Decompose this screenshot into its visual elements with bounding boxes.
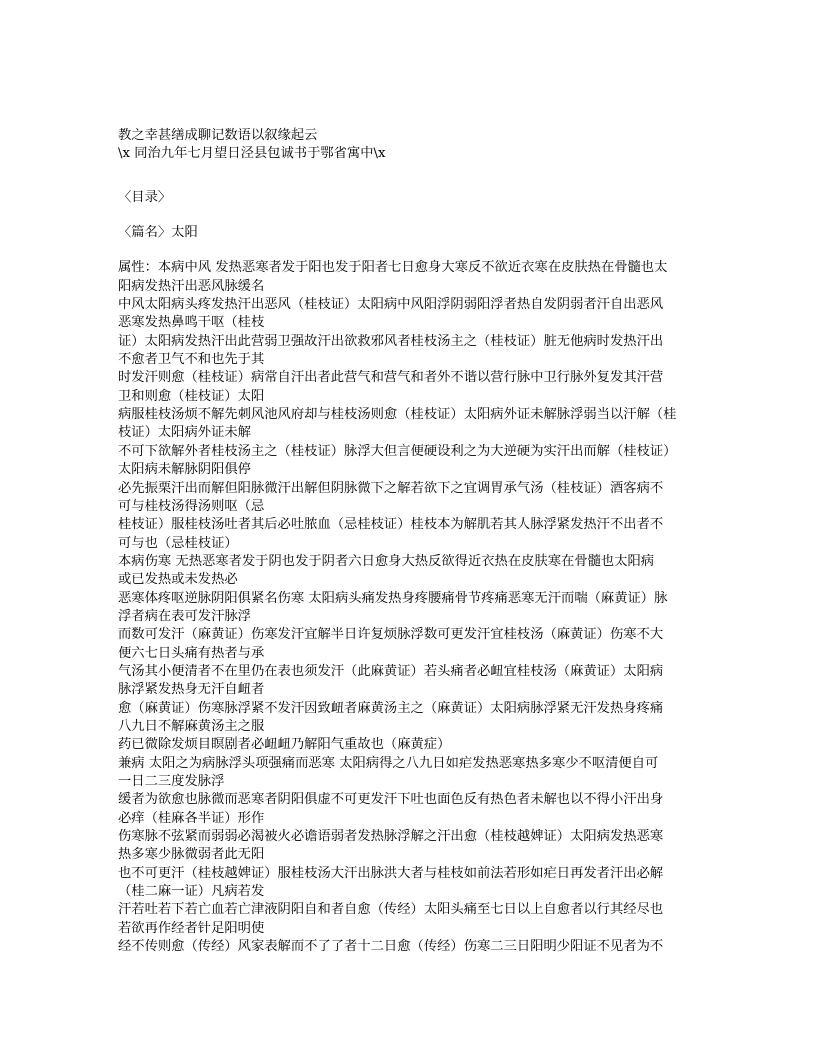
body-line: 不可下欲解外者桂枝汤主之（桂枝证）脉浮大但言便硬设利之为大逆硬为实汗出而解（桂枝证） xyxy=(118,443,677,459)
body-line: 经不传则愈（传经）风家表解而不了了者十二日愈（传经）伤寒二三日阳明少阳证不见者为不 xyxy=(118,939,664,955)
body-text xyxy=(118,259,708,956)
body-line: 药已微除发烦目瞑剧者必衄衄乃解阳气重故也（麻黄症） xyxy=(118,737,451,753)
body-line: 本病伤寒 无热恶寒者发于阴也发于阴者六日愈身大热反欲得近衣热在皮肤寒在骨髓也太阳病 xyxy=(118,553,655,569)
body-line: 必先振栗汗出而解但阳脉微汗出解但阴脉微下之解若欲下之宜调胃承气汤（桂枝证）酒客病不 xyxy=(118,480,664,496)
preface-signature-line: \x 同治九年七月望日泾县包诚书于鄂省寓中\x xyxy=(118,146,386,162)
body-line: 卫和则愈（桂枝证）太阳 xyxy=(118,388,265,404)
body-line: 伤寒脉不弦紧而弱弱必渴被火必谵语弱者发热脉浮解之汗出愈（桂枝越婢证）太阳病发热恶寒 xyxy=(118,829,664,845)
body-line: 恶寒体疼呕逆脉阴阳俱紧名伤寒 太阳病头痛发热身疼腰痛骨节疼痛恶寒无汗而喘（麻黄证）脉 xyxy=(118,590,668,606)
body-line: 汗若吐若下若亡血若亡津液阴阳自和者自愈（传经）太阳头痛至七日以上自愈者以行其经尽也 xyxy=(118,902,664,918)
body-line: 浮者病在表可发汗脉浮 xyxy=(118,608,251,624)
body-line: 可与也（忌桂枝证） xyxy=(118,535,238,551)
body-line: 太阳病未解脉阴阳俱停 xyxy=(118,462,251,478)
body-line: 若欲再作经者针足阳明使 xyxy=(118,920,265,936)
body-line: 恶寒发热鼻鸣干呕（桂枝 xyxy=(118,315,265,331)
document-page xyxy=(118,127,708,956)
body-line: （桂二麻一证）凡病若发 xyxy=(118,884,265,900)
body-line: 愈（麻黄证）伤寒脉浮紧不发汗因致衄者麻黄汤主之（麻黄证）太阳病脉浮紧无汗发热身疼痛 xyxy=(118,700,664,716)
body-line: 也不可更汗（桂枝越婢证）服桂枝汤大汗出脉洪大者与桂枝如前法若形如疟日再发者汗出必解 xyxy=(118,865,664,881)
body-line: 八九日不解麻黄汤主之服 xyxy=(118,718,265,734)
body-line: 便六七日头痛有热者与承 xyxy=(118,645,265,661)
body-line: 而数可发汗（麻黄证）伤寒发汗宜解半日许复烦脉浮数可更发汗宜桂枝汤（麻黄证）伤寒不大 xyxy=(118,627,664,643)
body-line: 一日二三度发脉浮 xyxy=(118,774,225,789)
body-line: 脉浮紧发热身无汗自衄者 xyxy=(118,682,265,698)
preface-line: 教之幸甚缮成聊记数语以叙缘起云 xyxy=(118,128,318,143)
section-title: 〈篇名〉太阳 xyxy=(118,225,198,241)
body-line: 缓者为欲愈也脉微而恶寒者阴阳俱虚不可更发汗下吐也面色反有热色者未解也以不得小汗出身 xyxy=(118,792,664,808)
body-line: 必痒（桂麻各半证）形作 xyxy=(118,810,265,826)
body-line: 证）太阳病发热汗出此营弱卫强故汗出欲救邪风者桂枝汤主之（桂枝证）脏无他病时发热汗出 xyxy=(118,333,664,349)
body-line: 病服桂枝汤烦不解先刺风池风府却与桂枝汤则愈（桂枝证）太阳病外证未解脉浮弱当以汗解（桂 xyxy=(118,407,677,423)
body-line: 阳病发热汗出恶风脉缓名 xyxy=(118,278,265,294)
body-line: 或已发热或未发热必 xyxy=(118,572,238,588)
body-line: 热多寒少脉微弱者此无阳 xyxy=(118,847,265,863)
body-line: 属性：本病中风 发热恶寒者发于阳也发于阳者七日愈身大寒反不欲近衣寒在皮肤热在骨髓也太 xyxy=(118,260,668,276)
preface xyxy=(118,127,708,164)
body-line: 兼病 太阳之为病脉浮头项强痛而恶寒 太阳病得之八九日如疟发热恶寒热多寒少不呕清便自可 xyxy=(118,755,659,771)
body-line: 中风太阳病头疼发热汗出恶风（桂枝证）太阳病中风阳浮阴弱阳浮者热自发阴弱者汗自出恶风 xyxy=(118,297,664,313)
body-line: 可与桂枝汤得汤则呕（忌 xyxy=(118,498,265,514)
body-line: 桂枝证）服桂枝汤吐者其后必吐脓血（忌桂枝证）桂枝本为解肌若其人脉浮紧发热汗不出者不 xyxy=(118,517,664,533)
body-line: 枝证）太阳病外证未解 xyxy=(118,425,251,441)
body-line: 气汤其小便清者不在里仍在表也须发汗（此麻黄证）若头痛者必衄宜桂枝汤（麻黄证）太阳病 xyxy=(118,663,664,679)
body-line: 时发汗则愈（桂枝证）病常自汗出者此营气和营气和者外不谐以营行脉中卫行脉外复发其汗营 xyxy=(118,370,664,386)
body-line: 不愈者卫气不和也先于其 xyxy=(118,352,265,368)
toc-heading: 〈目录〉 xyxy=(118,189,172,205)
